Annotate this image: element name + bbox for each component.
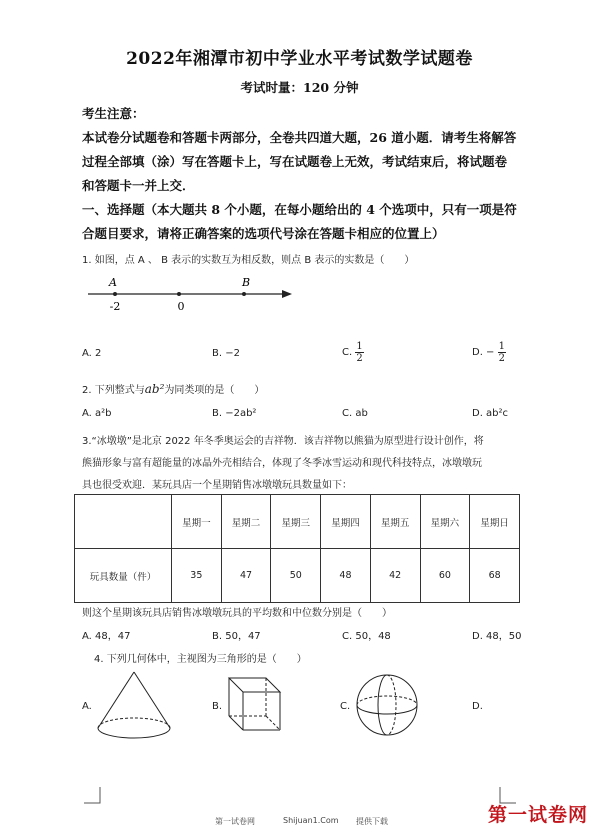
q1-option-c: C. $\frac{1}{2}$ [342, 341, 363, 364]
page-title: 2022年湘潭市初中学业水平考试数学试题卷 [126, 49, 473, 69]
q3-option-b: B. 50，47 [212, 631, 261, 642]
q2-option-d: D. ab²c [472, 408, 509, 419]
triangular-prism-figure [224, 670, 288, 738]
notice-line-2: 过程全部填（涂）写在答题卡上，写在试题卷上无效，考试结束后，将试题卷 [82, 154, 508, 169]
table-header-cell: 星期五 [370, 495, 420, 549]
notice-heading: 考生注意： [82, 106, 145, 121]
table-header-cell: 星期一 [172, 495, 222, 549]
q2-option-c: C. ab [342, 408, 368, 419]
table-header-cell: 星期二 [221, 495, 271, 549]
q3-option-c: C. 50，48 [342, 631, 391, 642]
point-b-dot [242, 292, 246, 296]
q3-question: 则这个星期该玩具店销售冰墩墩玩具的平均数和中位数分别是（ ） [82, 608, 392, 619]
tick-label-zero: 0 [177, 300, 185, 313]
q2-stem: 2. 下列整式与ab²为同类项的是（ ） [82, 382, 265, 396]
fraction-one-half: $\frac{1}{2}$ [356, 341, 363, 364]
q3-line-2: 熊猫形象与富有超能量的冰晶外壳相结合，体现了冬季冰雪运动和现代科技特点，冰墩墩玩 [82, 458, 482, 469]
point-a-dot [113, 292, 117, 296]
q1-option-b: B. −2 [212, 348, 240, 359]
q3-line-3: 具也很受欢迎．某玩具店一个星期销售冰墩墩玩具数量如下： [82, 480, 352, 491]
table-cell: 玩具数量（件） [75, 549, 172, 603]
table-header-cell: 星期六 [420, 495, 470, 549]
page-corner-mark [82, 785, 102, 805]
table-cell: 50 [271, 549, 321, 603]
table-header-cell: 星期三 [271, 495, 321, 549]
table-row [75, 549, 520, 603]
notice-line-3: 和答题卡一并上交． [82, 178, 195, 193]
site-logo: 第一试卷网 [488, 804, 589, 826]
footer-site-url[interactable]: Shijuan1.Com [283, 816, 339, 825]
number-line [82, 272, 302, 317]
section-heading-line-2: 合题目要求，请将正确答案的选项代号涂在答题卡相应的位置上） [82, 226, 445, 241]
footer-site-name: 第一试卷网 [215, 817, 255, 826]
footer-download-text: 提供下载 [356, 817, 388, 826]
q4-option-b: B. [212, 701, 223, 712]
q1-stem: 1. 如图，点 A 、 B 表示的实数互为相反数，则点 B 表示的实数是（ ） [82, 255, 415, 266]
table-cell: 35 [172, 549, 222, 603]
q4-stem: 4. 下列几何体中，主视图为三角形的是（ ） [94, 654, 307, 665]
table-cell: 48 [321, 549, 371, 603]
exam-duration: 考试时量：120 分钟 [240, 80, 359, 95]
fraction-neg-one-half: $\frac{1}{2}$ [498, 341, 505, 364]
sphere-figure [354, 672, 420, 738]
sales-table [74, 494, 520, 603]
number-line-arrow [282, 290, 292, 298]
q4-option-a: A. [82, 701, 92, 712]
table-cell: 42 [370, 549, 420, 603]
q3-option-a: A. 48，47 [82, 631, 131, 642]
tick-label-neg2: -2 [109, 300, 121, 313]
table-header-cell [75, 495, 172, 549]
q2-option-b: B. −2ab² [212, 408, 257, 419]
cone-figure [94, 666, 176, 744]
q3-line-1: 3.“冰墩墩”是北京 2022 年冬季奥运会的吉祥物．该吉祥物以熊猫为原型进行设计创作，将 [82, 436, 484, 447]
q4-option-c: C. [340, 701, 351, 712]
q1-option-a: A. 2 [82, 348, 102, 359]
notice-line-1: 本试卷分试题卷和答题卡两部分，全卷共四道大题，26 道小题．请考生将解答 [82, 130, 517, 145]
table-cell: 68 [470, 549, 520, 603]
section-heading-line-1: 一、选择题（本大题共 8 个小题，在每小题给出的 4 个选项中，只有一项是符 [82, 202, 517, 217]
origin-dot [177, 292, 181, 296]
table-header-row [75, 495, 520, 549]
table-cell: 47 [221, 549, 271, 603]
table-header-cell: 星期四 [321, 495, 371, 549]
q4-option-d: D. [472, 701, 483, 712]
q1-option-d: D. − $\frac{1}{2}$ [472, 341, 505, 364]
table-header-cell: 星期日 [470, 495, 520, 549]
point-b-label: B [241, 276, 251, 289]
point-a-label: A [109, 276, 117, 289]
q3-option-d: D. 48，50 [472, 631, 522, 642]
q2-option-a: A. a²b [82, 408, 112, 419]
table-cell: 60 [420, 549, 470, 603]
